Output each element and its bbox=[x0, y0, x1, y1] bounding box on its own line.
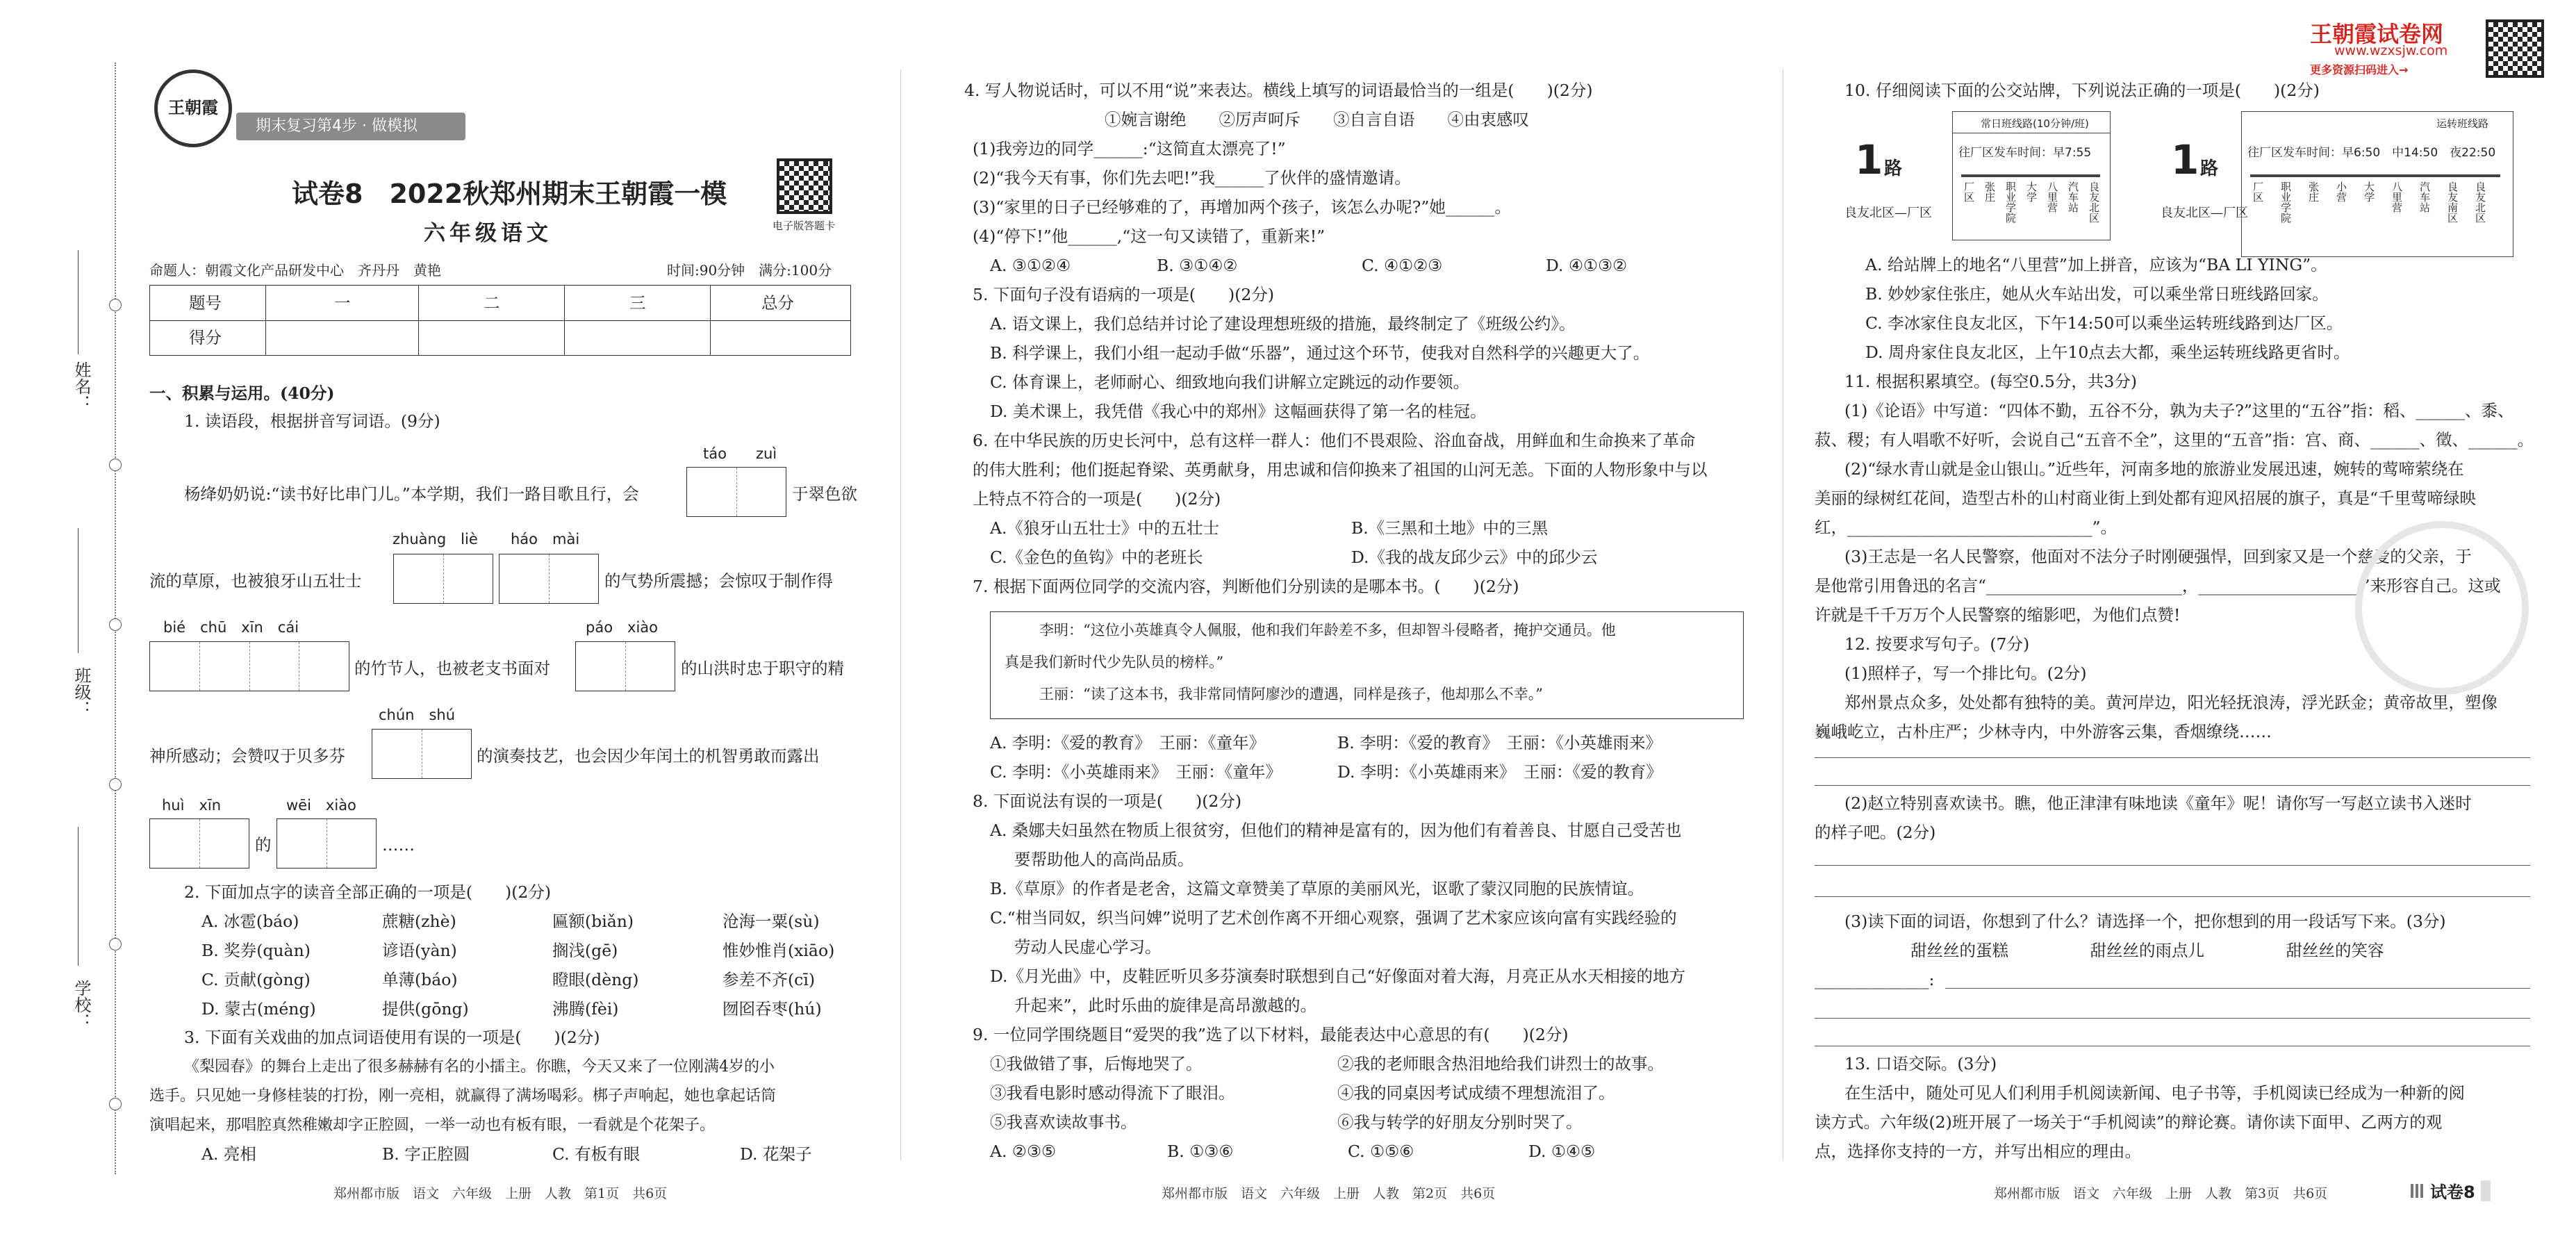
bus-sign-time: 往厂区发车时间：早7:55 bbox=[1958, 146, 2092, 160]
q8-option: 要帮助他人的高尚品质。 bbox=[1014, 850, 1194, 869]
school-label: 学校： bbox=[72, 980, 91, 1030]
q12-words: 甜丝丝的蛋糕 甜丝丝的雨点儿 甜丝丝的笑容 bbox=[1910, 941, 2384, 960]
q3-passage: 选手。只见她一身修桂装的打扮，刚一亮相，就赢得了满场喝彩。梆子声响起，她也拿起话筒 bbox=[149, 1087, 777, 1105]
q3-passage: 演唱起来，那唱腔真然稚嫩却字正腔圆，一举一动也有板有眼，一看就是个花架子。 bbox=[149, 1117, 716, 1134]
binding-mark bbox=[109, 618, 122, 631]
page-footer: 郑州都市版 语文 六年级 上册 人教 第2页 共6页 bbox=[1162, 1186, 1496, 1201]
qr-code[interactable] bbox=[777, 158, 832, 214]
class-label: 班级： bbox=[72, 667, 91, 717]
table-header: 总分 bbox=[761, 293, 794, 313]
binding-mark bbox=[109, 459, 122, 471]
q11-text: (3)王志是一名人民警察，他面对不法分子时刚硬强悍，回到家又是一个慈爱的父亲，于 bbox=[1844, 547, 2472, 566]
q6-option: B.《三黑和土地》中的三黑 bbox=[1351, 518, 1549, 538]
q2-option: 谚语(yàn) bbox=[382, 941, 457, 960]
q1-text: 神所感动；会赞叹于贝多芬 bbox=[149, 746, 345, 766]
q1-text: 的气势所震撼；会惊叹于制作得 bbox=[604, 571, 833, 591]
q2-option: 沧海一粟(sù) bbox=[723, 912, 820, 931]
bus-lu: 路 bbox=[1884, 158, 1903, 179]
q3-passage: 《梨园春》的舞台上走出了很多赫赫有名的小擂主。你瞧，今天又来了一位刚满4岁的小 bbox=[184, 1058, 775, 1076]
q4-option: C. ④①②③ bbox=[1362, 256, 1443, 275]
bus-sign-title: 运转班线路 bbox=[2436, 117, 2489, 130]
q3-stem: 3. 下面有关戏曲的加点词语使用有误的一项是( )(2分) bbox=[184, 1028, 600, 1047]
bus-sign-time: 往厂区发车时间：早6:50 中14:50 夜22:50 bbox=[2247, 146, 2496, 160]
q9-item: ②我的老师眼含热泪地给我们讲烈士的故事。 bbox=[1337, 1054, 1664, 1073]
q13-text: 点，选择你支持的一方，并写出相应的理由。 bbox=[1815, 1142, 2141, 1161]
q7-dialogue: 李明：“这位小英雄真令人佩服，他和我们年龄差不多，但却智斗侵略者，掩护交通员。他 bbox=[1039, 622, 1616, 639]
bus-stop: 职业学院 bbox=[2279, 181, 2292, 223]
q10-option: B. 妙妙家住张庄，她从火车站出发，可以乘坐常日班线路回家。 bbox=[1865, 284, 2329, 304]
bus-number: 1 bbox=[1855, 136, 1883, 183]
q12-sub: 的样子吧。(2分) bbox=[1815, 823, 1936, 842]
q1-text: …… bbox=[382, 835, 415, 855]
answer-box[interactable] bbox=[149, 641, 349, 691]
column-divider bbox=[900, 69, 901, 1160]
q6-stem: 6. 在中华民族的历史长河中，总有这样一群人：他们不畏艰险、浴血奋战，用鲜血和生命换来了革命 bbox=[973, 431, 1696, 450]
bus-lu: 路 bbox=[2200, 158, 2219, 179]
pinyin: háo mài bbox=[511, 531, 580, 548]
q4-item: (3)“家里的日子已经够难的了，再增加两个孩子，该怎么办呢?”她______。 bbox=[973, 197, 1511, 217]
site-tip: 更多资源扫码进入→ bbox=[2310, 63, 2409, 76]
q6-option: A.《狼牙山五壮士》中的五壮士 bbox=[990, 518, 1219, 538]
pinyin: bié chū xīn cái bbox=[163, 619, 299, 636]
pinyin: táo zuì bbox=[703, 445, 777, 462]
answer-box[interactable] bbox=[276, 818, 377, 869]
q2-option: 瞪眼(dèng) bbox=[552, 970, 639, 989]
q9-item: ⑤我喜欢读故事书。 bbox=[990, 1112, 1137, 1132]
answer-line[interactable] bbox=[1815, 785, 2530, 786]
site-url[interactable]: www.wzxsjw.com bbox=[2334, 43, 2448, 58]
qr-caption: 电子版答题卡 bbox=[773, 220, 836, 232]
watermark-seal bbox=[2355, 521, 2529, 695]
q2-option: C. 贡献(gòng) bbox=[201, 970, 311, 989]
answer-box[interactable] bbox=[575, 641, 675, 691]
school-line bbox=[78, 827, 79, 966]
q1-text: 的山洪时忠于职守的精 bbox=[681, 659, 844, 678]
q4-item: (1)我旁边的同学______:“这简直太漂亮了!” bbox=[973, 139, 1286, 158]
q9-option: D. ①④⑤ bbox=[1528, 1142, 1596, 1161]
q12-blank: ______________: bbox=[1815, 970, 1935, 989]
q4-option: A. ③①②④ bbox=[990, 256, 1071, 275]
bus-stops bbox=[2252, 181, 2486, 223]
brand-logo-text: 王朝霞 bbox=[168, 97, 218, 117]
q12-sub: (2)赵立特别喜欢读书。瞧，他正津津有味地读《童年》呢！请你写一写赵立读书入迷时 bbox=[1844, 793, 2472, 813]
q11-text: 许就是千千万万个人民警察的缩影吧，为他们点赞! bbox=[1815, 605, 2181, 625]
q8-option: D.《月光曲》中，皮鞋匠听贝多芬演奏时联想到自己“好像面对着大海，月亮正从水天相接的地方 bbox=[990, 966, 1685, 986]
q7-dialogue: 真是我们新时代少先队员的榜样。” bbox=[1005, 654, 1224, 670]
pinyin: zhuàng liè bbox=[393, 531, 478, 548]
q9-stem: 9. 一位同学围绕题目“爱哭的我”选了以下材料，最能表达中心意思的有( )(2分) bbox=[973, 1025, 1569, 1044]
q6-option: C.《金色的鱼钩》中的老班长 bbox=[990, 548, 1203, 567]
q2-option: B. 奖券(quàn) bbox=[201, 941, 311, 960]
q12-text: 巍峨屹立，古朴庄严；少林寺内，中外游客云集，香烟缭绕…… bbox=[1815, 722, 2272, 741]
q6-stem: 上特点不符合的一项是( )(2分) bbox=[973, 489, 1221, 509]
time-score: 时间:90分钟 满分:100分 bbox=[667, 262, 832, 279]
name-label: 姓名： bbox=[72, 361, 91, 411]
pinyin: chún shú bbox=[379, 707, 456, 723]
grid-icon bbox=[2411, 1184, 2425, 1198]
q2-option: 蔗糖(zhè) bbox=[382, 912, 456, 931]
bus-route: 良友北区—厂区 bbox=[2161, 206, 2248, 220]
bus-stop: 八里营 bbox=[2046, 181, 2058, 213]
bus-stop: 八里营 bbox=[2391, 181, 2403, 213]
step-banner-text: 期末复习第4步 · 做模拟 bbox=[256, 117, 418, 135]
answer-box[interactable] bbox=[372, 729, 472, 779]
paper-title: 试卷8 2022秋郑州期末王朝霞一模 bbox=[292, 179, 727, 209]
q7-option: D. 李明：《小英雄雨来》 王丽：《爱的教育》 bbox=[1337, 762, 1662, 782]
q8-option: B.《草原》的作者是老舍，这篇文章赞美了草原的美丽风光，讴歌了蒙汉同胞的民族情谊。 bbox=[990, 879, 1644, 898]
q5-option: C. 体育课上，老师耐心、细致地向我们讲解立定跳远的动作要领。 bbox=[990, 372, 1470, 392]
q5-stem: 5. 下面句子没有语病的一项是( )(2分) bbox=[973, 285, 1275, 304]
site-qr-code[interactable] bbox=[2486, 19, 2544, 78]
bus-stop: 张庄 bbox=[2307, 181, 2320, 202]
name-line bbox=[78, 250, 79, 354]
q9-item: ①我做错了事，后悔地哭了。 bbox=[990, 1054, 1203, 1073]
q3-option: A. 亮相 bbox=[201, 1144, 256, 1164]
q3-option: D. 花架子 bbox=[740, 1144, 812, 1164]
q1-text: 于翠色欲 bbox=[792, 484, 857, 504]
q4-stem: 4. 写人物说话时，可以不用“说”来表达。横线上填写的词语最恰当的一组是( )(2分) bbox=[964, 81, 1593, 100]
q2-option: 搁浅(gē) bbox=[552, 941, 618, 960]
paper-tag-text: 试卷8 bbox=[2430, 1183, 2475, 1202]
answer-box[interactable] bbox=[149, 818, 249, 869]
binding-mark bbox=[109, 938, 122, 950]
authors: 命题人：朝霞文化产品研发中心 齐丹丹 黄艳 bbox=[149, 262, 441, 279]
q1-text: 杨绛奶奶说:“读书好比串门儿。”本学期，我们一路目歌且行，会 bbox=[184, 484, 639, 504]
paper-tag bbox=[2411, 1178, 2491, 1203]
bus-stop: 厂区 bbox=[2252, 181, 2264, 202]
binding-mark bbox=[109, 1098, 122, 1110]
binding-mark bbox=[109, 299, 122, 311]
answer-line[interactable] bbox=[1815, 1018, 2530, 1019]
q11-text: 是他常引用鲁迅的名言“________________________，____________________”来形容自己。这或 bbox=[1815, 576, 2501, 595]
site-name: 王朝霞试卷网 bbox=[2310, 21, 2444, 47]
class-line bbox=[78, 528, 79, 653]
bus-stop: 汽车站 bbox=[2418, 181, 2431, 213]
bus-stops bbox=[1963, 181, 2099, 223]
q2-option: 沸腾(fèi) bbox=[552, 999, 619, 1019]
q11-stem: 11. 根据积累填空。(每空0.5分，共3分) bbox=[1844, 372, 2138, 391]
q9-item: ③我看电影时感动得流下了眼泪。 bbox=[990, 1083, 1235, 1103]
q1-text: 的演奏技艺，也会因少年闰土的机智勇敢而露出 bbox=[477, 746, 820, 766]
q9-item: ④我的同桌因考试成绩不理想流泪了。 bbox=[1337, 1083, 1615, 1103]
q9-option: B. ①③⑥ bbox=[1167, 1142, 1234, 1161]
bus-stop: 良友北区 bbox=[2088, 181, 2100, 223]
q2-option: A. 冰雹(báo) bbox=[201, 912, 299, 931]
pinyin: wēi xiào bbox=[286, 797, 356, 814]
q11-text: (2)“绿水青山就是金山银山。”近些年，河南多地的旅游业发展迅速，婉转的莺啼萦绕在 bbox=[1844, 459, 2464, 479]
bus-sign-title: 常日班线路(10分钟/班) bbox=[1981, 117, 2089, 130]
bus-sign-regular bbox=[1952, 111, 2111, 240]
q2-option: 提供(gōng) bbox=[382, 999, 469, 1019]
q5-option: B. 科学课上，我们小组一起动手做“乐器”，通过这个环节，使我对自然科学的兴趣更大了。 bbox=[990, 343, 1650, 363]
pinyin: huì xīn bbox=[162, 797, 222, 814]
table-header: 二 bbox=[484, 293, 500, 313]
section-1-title: 一、积累与运用。(40分) bbox=[149, 384, 335, 403]
q4-words: ①婉言谢绝 ②厉声呵斥 ③自言自语 ④由衷感叹 bbox=[1105, 110, 1529, 129]
q10-option: D. 周舟家住良友北区，上午10点去大都，乘坐运转班线路更省时。 bbox=[1865, 343, 2350, 362]
q10-option: C. 李冰家住良友北区，下午14:50可以乘坐运转班线路到达厂区。 bbox=[1865, 313, 2343, 333]
subject-title: 六年级语文 bbox=[424, 221, 552, 246]
q2-option: 单薄(báo) bbox=[382, 970, 458, 989]
q12-sub: (1)照样子，写一个排比句。(2分) bbox=[1844, 664, 2087, 683]
score-table bbox=[149, 285, 851, 356]
q4-item: (2)“我今天有事，你们先去吧!”我______了伙伴的盛情邀请。 bbox=[973, 168, 1411, 188]
q7-dialogue: 王丽：“读了这本书，我非常同情阿廖沙的遭遇，同样是孩子，他却那么不幸。” bbox=[1039, 686, 1543, 702]
q6-stem: 的伟大胜利；他们挺起脊梁、英勇献身，用忠诚和信仰换来了祖国的山河无恙。下面的人物形象中与以 bbox=[973, 460, 1708, 479]
q13-text: 在生活中，随处可见人们利用手机阅读新闻、电子书等，手机阅读已经成为一种新的阅 bbox=[1844, 1083, 2465, 1103]
answer-line[interactable] bbox=[1815, 757, 2530, 758]
q1-text: 的 bbox=[255, 835, 272, 855]
q7-option: C. 李明：《小英雄雨来》 王丽：《童年》 bbox=[990, 762, 1282, 782]
q8-option: 升起来”，此时乐曲的旋律是高昂激越的。 bbox=[1014, 996, 1317, 1015]
table-header: 一 bbox=[334, 293, 351, 313]
answer-box[interactable] bbox=[393, 554, 493, 604]
q2-option: 囫囵吞枣(hú) bbox=[723, 999, 822, 1019]
q5-option: D. 美术课上，我凭借《我心中的郑州》这幅画获得了第一名的桂冠。 bbox=[990, 402, 1487, 421]
q2-option: 参差不齐(cī) bbox=[723, 970, 816, 989]
step-banner bbox=[236, 113, 465, 140]
q1-stem: 1. 读语段，根据拼音写词语。(9分) bbox=[184, 411, 440, 431]
q11-text: 菽、稷；有人唱歌不好听，会说自己“五音不全”，这里的“五音”指：宫、商、______、徵、______。 bbox=[1815, 430, 2534, 450]
q9-item: ⑥我与转学的好朋友分别时哭了。 bbox=[1337, 1112, 1583, 1132]
q8-stem: 8. 下面说法有误的一项是( )(2分) bbox=[973, 791, 1242, 811]
table-row-label: 得分 bbox=[189, 328, 222, 347]
bus-stop: 良友北区 bbox=[2474, 181, 2486, 223]
table-header: 题号 bbox=[189, 293, 222, 313]
q12-sub: (3)读下面的词语，你想到了什么？请选择一个，把你想到的用一段话写下来。(3分) bbox=[1844, 912, 2446, 931]
bus-stop: 大学 bbox=[2025, 181, 2038, 202]
q8-option: 劳动人民虚心学习。 bbox=[1014, 937, 1162, 957]
bus-stop: 良友南区 bbox=[2446, 181, 2459, 223]
q9-option: C. ①⑤⑥ bbox=[1348, 1142, 1414, 1161]
page-footer: 郑州都市版 语文 六年级 上册 人教 第3页 共6页 bbox=[1994, 1186, 2328, 1201]
bus-number: 1 bbox=[2171, 136, 2199, 183]
q4-option: D. ④①③② bbox=[1546, 256, 1628, 275]
q13-text: 读方式。六年级(2)班开展了一场关于“手机阅读”的辩论赛。请你读下面甲、乙两方的观 bbox=[1815, 1112, 2443, 1132]
q11-text: 美丽的绿树红花间，造型古朴的山村商业街上到处都有迎风招展的旗子，真是“千里莺啼绿映 bbox=[1815, 488, 2477, 508]
q4-item: (4)“停下!”他______,“这一句又读错了，重新来!” bbox=[973, 227, 1326, 246]
answer-line[interactable] bbox=[1815, 865, 2530, 866]
q8-option: A. 桑娜夫妇虽然在物质上很贫穷，但他们的精神是富有的，因为他们有着善良、甘愿自己受苦也 bbox=[990, 821, 1682, 840]
q12-text: 郑州景点众多，处处都有独特的美。黄河岸边，阳光轻抚浪涛，浮光跃金；黄帝故里，塑像 bbox=[1844, 693, 2497, 712]
q3-option: B. 字正腔圆 bbox=[382, 1144, 470, 1164]
bus-stop: 厂区 bbox=[1963, 181, 1975, 202]
q11-text: (1)《论语》中写道：“四体不勤，五谷不分，孰为夫子?”这里的“五谷”指：稻、______、黍、 bbox=[1844, 401, 2514, 420]
binding-mark bbox=[109, 778, 122, 791]
q4-option: B. ③①④② bbox=[1157, 256, 1238, 275]
q2-stem: 2. 下面加点字的读音全部正确的一项是( )(2分) bbox=[184, 882, 552, 902]
q6-option: D.《我的战友邱少云》中的邱少云 bbox=[1351, 548, 1598, 567]
q10-option: A. 给站牌上的地名“八里营”加上拼音，应该为“BA LI YING”。 bbox=[1865, 255, 2327, 274]
q2-option: D. 蒙古(méng) bbox=[201, 999, 316, 1019]
q2-option: 匾额(biǎn) bbox=[552, 912, 634, 931]
bus-stop: 职业学院 bbox=[2004, 181, 2017, 223]
bus-stop: 小营 bbox=[2335, 181, 2347, 202]
q7-option: A. 李明：《爱的教育》 王丽：《童年》 bbox=[990, 733, 1266, 752]
q8-option: C.“柑当同奴，织当问婢”说明了艺术创作离不开细心观察，强调了艺术家应该向富有实践经验的 bbox=[990, 908, 1677, 928]
pinyin: páo xiào bbox=[586, 619, 659, 636]
q5-option: A. 语文课上，我们总结并讨论了建设理想班级的措施，最终制定了《班级公约》。 bbox=[990, 314, 1576, 334]
q7-dialogue-box bbox=[990, 611, 1744, 719]
q12-stem: 12. 按要求写句子。(7分) bbox=[1844, 634, 2030, 654]
q3-option: C. 有板有眼 bbox=[552, 1144, 641, 1164]
bus-sign-shift bbox=[2241, 111, 2513, 257]
q7-option: B. 李明：《爱的教育》 王丽：《小英雄雨来》 bbox=[1337, 733, 1662, 752]
answer-box[interactable] bbox=[499, 554, 599, 604]
bus-stop: 汽车站 bbox=[2067, 181, 2079, 213]
q2-option: 惟妙惟肖(xiāo) bbox=[723, 941, 835, 960]
q1-text: 流的草原，也被狼牙山五壮士 bbox=[149, 571, 362, 591]
answer-box[interactable] bbox=[686, 467, 786, 517]
q9-option: A. ②③⑤ bbox=[990, 1142, 1057, 1161]
table-header: 三 bbox=[629, 293, 646, 313]
q11-text: 红，______________________________”。 bbox=[1815, 518, 2117, 537]
bus-route: 良友北区—厂区 bbox=[1844, 206, 1932, 220]
answer-line[interactable] bbox=[1815, 896, 2530, 897]
page-footer: 郑州都市版 语文 六年级 上册 人教 第1页 共6页 bbox=[333, 1186, 668, 1201]
q7-stem: 7. 根据下面两位同学的交流内容，判断他们分别读的是哪本书。( )(2分) bbox=[973, 577, 1519, 596]
bus-stop: 张庄 bbox=[1983, 181, 1996, 202]
answer-line[interactable] bbox=[1945, 988, 2530, 989]
q13-stem: 13. 口语交际。(3分) bbox=[1844, 1054, 1997, 1073]
brand-logo bbox=[154, 69, 232, 147]
q1-text: 的竹节人，也被老支书面对 bbox=[354, 659, 550, 678]
q10-stem: 10. 仔细阅读下面的公交站牌，下列说法正确的一项是( )(2分) bbox=[1844, 81, 2320, 100]
bus-stop: 大学 bbox=[2363, 181, 2375, 202]
